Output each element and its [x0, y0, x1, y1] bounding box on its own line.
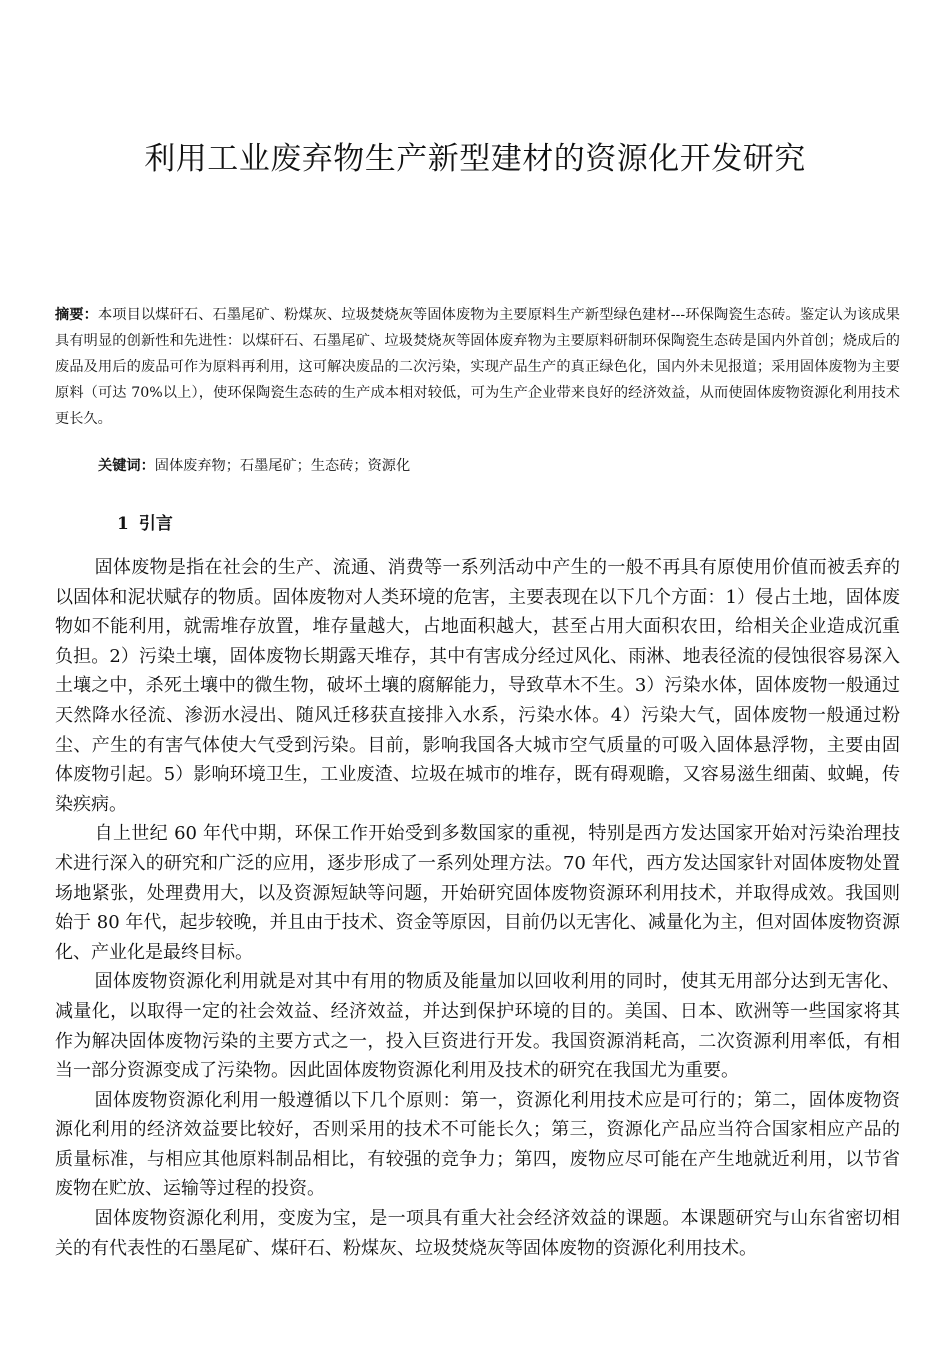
keywords-block	[98, 453, 898, 479]
abstract-text: 本项目以煤矸石、石墨尾矿、粉煤灰、垃圾焚烧灰等固体废物为主要原料生产新型绿色建材---环保陶瓷生态砖。鉴定认为该成果具有明显的创新性和先进性：以煤矸石、石墨尾矿、垃圾焚烧灰等固体废弃物为主要原料研制环保陶瓷生态砖是国内外首创；烧成后的废品及用后的废品可作为原料再利用，这可解决废品的二次污染，实现产品生产的真正绿色化，国内外未见报道；采用固体废物为主要原料（可达 70%以上），使环保陶瓷生态砖的生产成本相对较低，可为生产企业带来良好的经济效益，从而使固体废物资源化利用技术更长久。	[55, 307, 900, 427]
paragraph: 固体废物资源化利用一般遵循以下几个原则：第一，资源化利用技术应是可行的；第二，固体废物资源化利用的经济效益要比较好，否则采用的技术不可能长久；第三，资源化产品应当符合国家相应产品的质量标准，与相应其他原料制品相比，有较强的竞争力；第四，废物应尽可能在产生地就近利用，以节省废物在贮放、运输等过程的投资。	[55, 1089, 900, 1200]
document-title: 利用工业废弃物生产新型建材的资源化开发研究	[144, 141, 806, 177]
section-title: 引言	[138, 514, 173, 534]
body-text	[55, 553, 900, 1263]
paragraph: 固体废物是指在社会的生产、流通、消费等一系列活动中产生的一般不再具有原使用价值而被丢弃的以固体和泥状赋存的物质。固体废物对人类环境的危害，主要表现在以下几个方面：1）侵占土地，固体废物如不能利用，就需堆存放置，堆存量越大，占地面积越大，甚至占用大面积农田，给相关企业造成沉重负担。2）污染土壤，固体废物长期露天堆存，其中有害成分经过风化、雨淋、地表径流的侵蚀很容易深入土壤之中，杀死土壤中的微生物，破坏土壤的腐解能力，导致草木不生。3）污染水体，固体废物一般通过天然降水径流、渗沥水浸出、随风迁移获直接排入水系，污染水体。4）污染大气，固体废物一般通过粉尘、产生的有害气体使大气受到污染。目前，影响我国各大城市空气质量的可吸入固体悬浮物，主要由固体废物引起。5）影响环境卫生，工业废渣、垃圾在城市的堆存，既有碍观瞻，又容易滋生细菌、蚊蝇，传染疾病。	[55, 557, 900, 815]
keywords-text: 固体废弃物；石墨尾矿；生态砖；资源化	[154, 458, 411, 474]
section-heading	[117, 510, 173, 538]
paragraph: 固体废物资源化利用就是对其中有用的物质及能量加以回收利用的同时，使其无用部分达到无害化、减量化，以取得一定的社会效益、经济效益，并达到保护环境的目的。美国、日本、欧洲等一些国家将其作为解决固体废物污染的主要方式之一，投入巨资进行开发。我国资源消耗高，二次资源利用率低，有相当一部分资源变成了污染物。因此固体废物资源化利用及技术的研究在我国尤为重要。	[55, 971, 900, 1082]
abstract-block	[55, 302, 900, 432]
section-number: 1	[117, 514, 129, 534]
paragraph: 自上世纪 60 年代中期，环保工作开始受到多数国家的重视，特别是西方发达国家开始对污染治理技术进行深入的研究和广泛的应用，逐步形成了一系列处理方法。70 年代，西方发达国家针对固体废物处置场地紧张，处理费用大，以及资源短缺等问题，开始研究固体废物资源环利用技术，并取得成效。我国则始于 80 年代，起步较晚，并且由于技术、资金等原因，目前仍以无害化、减量化为主，但对固体废物资源化、产业化是最终目标。	[55, 823, 900, 963]
paragraph: 固体废物资源化利用，变废为宝，是一项具有重大社会经济效益的课题。本课题研究与山东省密切相关的有代表性的石墨尾矿、煤矸石、粉煤灰、垃圾焚烧灰等固体废物的资源化利用技术。	[55, 1208, 900, 1259]
abstract-label: 摘要：	[55, 307, 98, 323]
keywords-label: 关键词：	[98, 458, 155, 474]
